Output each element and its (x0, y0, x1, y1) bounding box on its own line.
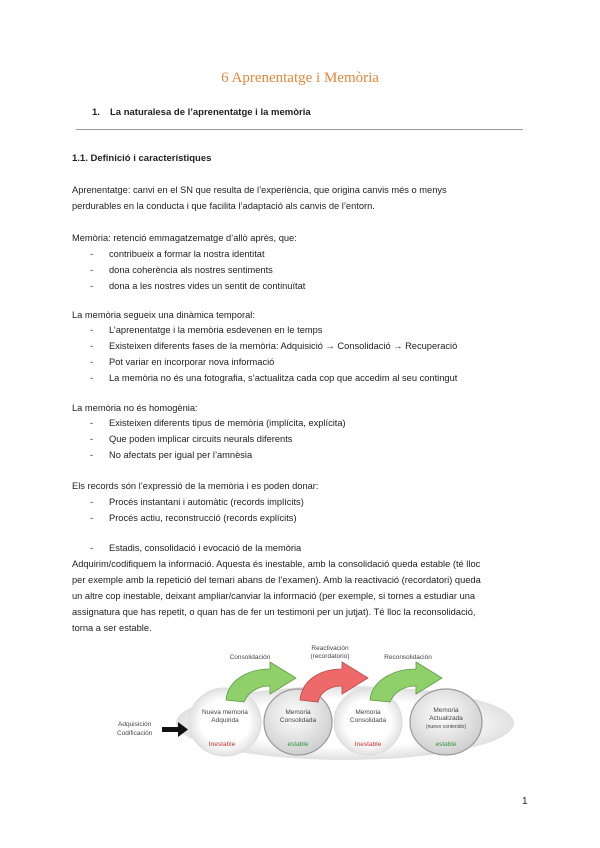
reconsolidation-label: Reconsolidación (384, 654, 432, 661)
section-label: La naturalesa de l’aprenentatge i la memòria (110, 107, 311, 118)
input-label-line-1: Adquisición (118, 721, 152, 728)
reactivation-label-line-1: Reactivación (311, 645, 349, 652)
page-title: 6 Aprenentatge i Memòria (221, 70, 379, 86)
list-item: - Existeixen diferents fases de la memòria: Adquisició → Consolidació → Recuperació (72, 338, 457, 354)
list-item: - Pot variar en incorporar nova informació (72, 354, 457, 370)
homogenia-intro: La memòria no és homogènia: (72, 403, 198, 413)
estadis-line: Adquirim/codifiquem la informació. Aquesta és inestable, amb la consolidació queda estable (té lloc (72, 559, 481, 569)
node-consolidated-memory (264, 689, 332, 755)
aprenentatge-line-1: Aprenentatge: canvi en el SN que resulta de l’experiència, que origina canvis més o menys (72, 185, 447, 195)
list-item: - Procés actiu, reconstrucció (records explícits) (72, 510, 304, 526)
node-label: Consolidada (349, 717, 387, 724)
list-item: - Estadis, consolidació i evocació de la memòria (72, 540, 301, 556)
list-item: - No afectats per igual per l’amnèsia (72, 447, 346, 463)
list-item: - dona coherència als nostres sentiments (72, 262, 305, 278)
reactivation-label-line-2: (recordatorio) (310, 653, 350, 660)
node-state-stable: estable (287, 741, 309, 748)
node-state-unstable: Inestable (354, 741, 382, 748)
dinamica-intro: La memòria segueix una dinàmica temporal: (72, 310, 255, 320)
node-label: Memoria (285, 709, 311, 716)
list-item: - Que poden implicar circuits neurals diferents (72, 431, 346, 447)
section-number: 1. (92, 107, 100, 118)
input-label-line-2: Codificación (117, 730, 153, 737)
list-item: - Existeixen diferents tipus de memòria (implícita, explícita) (72, 415, 346, 431)
consolidation-label: Consolidación (229, 654, 271, 661)
node-label: Memoria (355, 709, 381, 716)
estadis-line: un altre cop inestable, deixant ampliar/canviar la informació (per exemple, si tornes a estudiar una (72, 591, 476, 601)
records-intro: Els records són l’expressió de la memòria i es poden donar: (72, 481, 319, 491)
node-label: Adquirida (211, 717, 239, 724)
node-label: Memoria (433, 707, 459, 714)
list-item: - dona a les nostres vides un sentit de continuïtat (72, 278, 305, 294)
estadis-line: torna a ser estable. (72, 623, 152, 633)
node-label: Actualizada (429, 715, 463, 722)
list-item: - L’aprenentatge i la memòria esdevenen en le temps (72, 322, 457, 338)
node-state-stable: estable (435, 741, 457, 748)
subsection-heading: 1.1. Definició i característiques (72, 153, 212, 164)
memoria-intro: Memòria: retenció emmagatzematge d’allò après, que: (72, 233, 297, 243)
estadis-line: per exemple amb la repetició del temari abans de l’examen). Amb la reactivació (recordatori) queda (72, 575, 481, 585)
node-updated-memory (410, 689, 482, 755)
node-label: Consolidada (279, 717, 317, 724)
node-state-unstable: Inestable (208, 741, 236, 748)
node-new-memory (189, 688, 261, 756)
node-label: Nueva memoria (202, 709, 248, 716)
list-item: - La memòria no és una fotografia, s’actualitza cada cop que accedim al seu contingut (72, 370, 457, 386)
page-number: 1 (522, 796, 528, 807)
aprenentatge-line-2: perdurables en la conducta i que facilita l’adaptació als canvis de l’entorn. (72, 201, 375, 211)
estadis-line: assignatura que has repetit, o quan has de fer un testimoni per un jutjat). Té lloc la reconsolidació, (72, 607, 476, 617)
list-item: - contribueix a formar la nostra identitat (72, 246, 305, 262)
list-item: - Procés instantani i automàtic (records implícits) (72, 494, 304, 510)
node-label: (nuevo contenido) (425, 724, 467, 730)
